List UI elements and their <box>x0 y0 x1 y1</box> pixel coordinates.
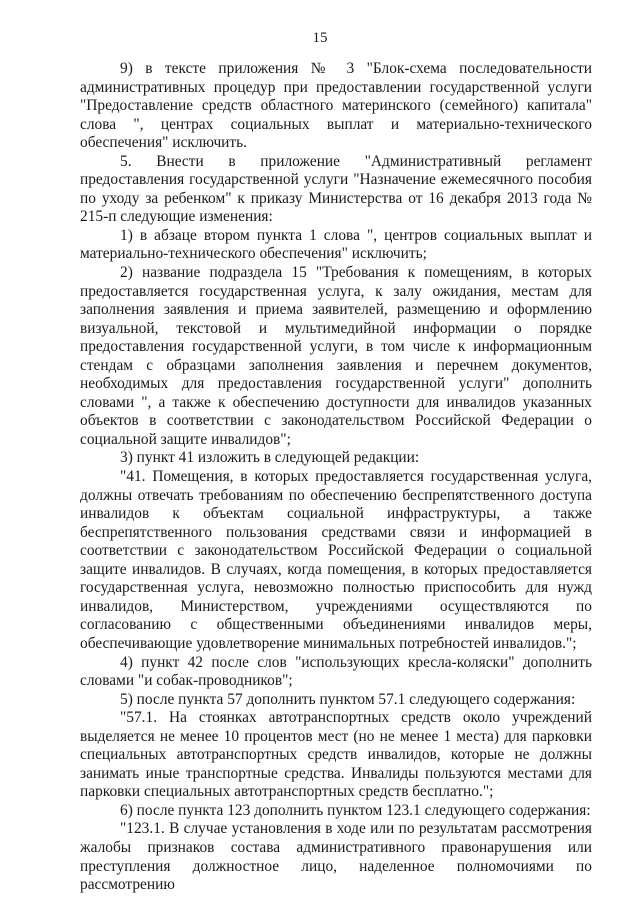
document-body <box>80 60 592 895</box>
paragraph-subitem-2: 2) название подраздела 15 "Требования к помещениям, в которых предоставляется государственная услуга, к залу ожидания, местам для заполнения заявления и приема заявителей, размещению и оформлению визуальной, текстовой и мультимедийной информации о порядке предоставления государственной услуги, в том числе к информационным стендам с образцами заполнения заявления и перечнем документов, необходимых для предоставления государственной услуги" дополнить словами ", а также к обеспечению доступности для инвалидов указанных объектов в соответствии с законодательством Российской Федерации о социальной защите инвалидов"; <box>80 264 592 448</box>
paragraph-section-5: 5. Внести в приложение "Административный регламент предоставления государственной услуги "Назначение ежемесячного пособия по уходу за ребенком" к приказу Министерства от 16 декабря 2013 года № 215-п следующие изменения: <box>80 152 592 226</box>
paragraph-subitem-1: 1) в абзаце втором пункта 1 слова ", центров социальных выплат и материально-технического обеспечения" исключить; <box>80 226 592 263</box>
paragraph-subitem-6: 6) после пункта 123 дополнить пунктом 123.1 следующего содержания: <box>120 801 591 819</box>
paragraph-point-123-1: "123.1. В случае установления в ходе или по результатам рассмотрения жалобы признаков состава административного правонарушения или преступления должностное лицо, наделенное полномочиями по рассмотрению <box>80 820 592 894</box>
paragraph-subitem-5: 5) после пункта 57 дополнить пунктом 57.1 следующего содержания: <box>120 690 576 708</box>
paragraph-subitem-3: 3) пункт 41 изложить в следующей редакции: <box>120 449 420 467</box>
paragraph-item-9: 9) в тексте приложения № 3 "Блок-схема последовательности административных процедур при предоставлении государственной услуги "Предоставление средств областного материнского (семейного) капитала" слова ", центрах социальных выплат и материально-технического обеспечения" исключить. <box>80 60 592 152</box>
paragraph-point-41: "41. Помещения, в которых предоставляется государственная услуга, должны отвечать требованиям по обеспечению беспрепятственного доступа инвалидов к объектам социальной инфраструктуры, а также беспрепятственного пользования средствами связи и информацией в соответствии с законодательством Российской Федерации о социальной защите инвалидов. В случаях, когда помещения, в которых предоставляется государственная услуга, невозможно полностью приспособить для нужд инвалидов, Министерством, учреждениями осуществляются по согласованию с общественными объединениями инвалидов меры, обеспечивающие удовлетворение минимальных потребностей инвалидов."; <box>80 468 592 652</box>
paragraph-point-57-1: "57.1. На стоянках автотранспортных средств около учреждений выделяется не менее 10 процентов мест (но не менее 1 места) для парковки специальных автотранспортных средств инвалидов, которые не должны занимать иные транспортные средства. Инвалиды пользуются местами для парковки специальных автотранспортных средств бесплатно."; <box>80 709 592 801</box>
paragraph-subitem-4: 4) пункт 42 после слов "использующих кресла-коляски" дополнить словами "и собак-проводников"; <box>80 653 592 690</box>
page-number: 15 <box>312 30 328 46</box>
